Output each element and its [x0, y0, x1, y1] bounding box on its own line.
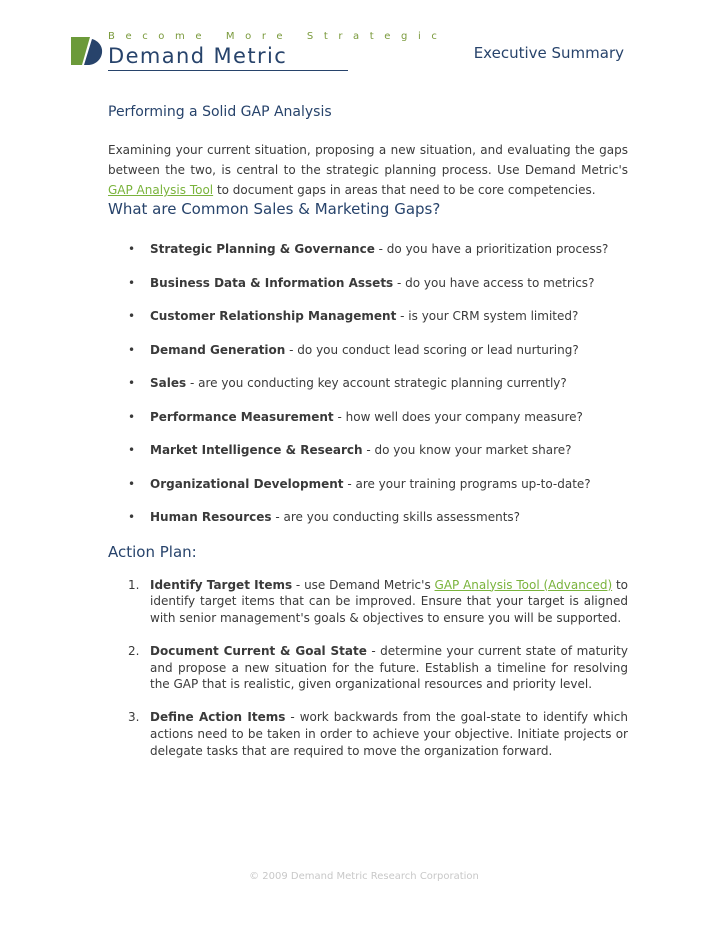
common-gaps-heading: What are Common Sales & Marketing Gaps? [108, 200, 441, 218]
step-text: to identify target items that can be improved. Ensure that your target is aligned with senior management's goals & objectives to ensure you will be supported. [150, 577, 628, 626]
gap-title: Sales [150, 376, 187, 390]
list-item [108, 409, 628, 426]
gap-title: Customer Relationship Management [150, 309, 397, 323]
gap-question: - do you have a prioritization process? [374, 242, 609, 256]
list-item [108, 375, 628, 392]
gap-question: - do you have access to metrics? [393, 275, 595, 290]
gap-title: Market Intelligence & Research [150, 443, 363, 457]
copyright-footer: © 2009 Demand Metric Research Corporation [249, 871, 479, 882]
bullet-icon: • [128, 476, 136, 491]
gap-title: Strategic Planning & Governance [150, 242, 375, 256]
page-header [0, 0, 728, 90]
list-item [108, 442, 628, 459]
step-number: 2. [128, 643, 140, 658]
step-title: Document Current & Goal State [150, 643, 367, 658]
gap-title: Business Data & Information Assets [150, 275, 394, 290]
step-text: - determine your current state of maturity and propose a new situation for the future. Establish a timeline for resolving the GAP that is realistic, given organizational resources and priority level. [150, 643, 628, 692]
step-title: Define Action Items [150, 710, 286, 725]
bullet-icon: • [128, 443, 136, 457]
step-pre: - use Demand Metric's [292, 577, 435, 592]
brand-tagline: Become More Strategic [108, 31, 448, 42]
bullet-icon: • [128, 309, 136, 323]
bullet-icon: • [128, 242, 136, 256]
list-item [108, 241, 628, 258]
intro-paragraph [108, 140, 628, 200]
demand-metric-logo-icon [68, 35, 104, 67]
list-item [108, 275, 628, 292]
gap-title: Performance Measurement [150, 409, 334, 424]
gap-title: Demand Generation [150, 342, 286, 357]
list-item [108, 709, 628, 759]
page-content [108, 104, 628, 776]
gap-question: - how well does your company measure? [333, 409, 583, 424]
gap-analysis-heading: Performing a Solid GAP Analysis [108, 104, 332, 120]
intro-tail: to document gaps in areas that need to be core competencies. [213, 183, 596, 197]
gap-question: - do you know your market share? [362, 443, 572, 457]
step-number: 3. [128, 710, 140, 725]
gap-question: - are your training programs up-to-date? [343, 476, 591, 491]
gap-title: Human Resources [150, 510, 272, 524]
list-item [108, 476, 628, 493]
bullet-icon: • [128, 275, 136, 290]
gap-title: Organizational Development [150, 476, 344, 491]
gap-question: - is your CRM system limited? [396, 309, 579, 323]
gap-analysis-tool-advanced-link[interactable]: GAP Analysis Tool (Advanced) [434, 577, 613, 592]
gap-question: - do you conduct lead scoring or lead nurturing? [285, 342, 579, 357]
action-plan-list [108, 577, 628, 760]
list-item [108, 643, 628, 693]
list-item [108, 342, 628, 359]
gap-question: - are you conducting key account strategic planning currently? [186, 376, 567, 390]
action-plan-heading: Action Plan: [108, 542, 197, 561]
list-item [108, 577, 628, 627]
step-number: 1. [128, 577, 140, 592]
list-item [108, 509, 628, 526]
gap-analysis-tool-link[interactable]: GAP Analysis Tool [108, 183, 214, 197]
intro-text: Examining your current situation, proposing a new situation, and evaluating the gaps between the two, is central to the strategic planning process. Use Demand Metric's [108, 143, 628, 177]
bullet-icon: • [128, 409, 136, 424]
brand-name: Demand Metric [108, 44, 288, 68]
bullet-icon: • [128, 510, 136, 524]
document-title: Executive Summary [473, 44, 624, 62]
gaps-list [108, 241, 628, 526]
bullet-icon: • [128, 342, 136, 357]
bullet-icon: • [128, 376, 136, 390]
step-title: Identify Target Items [150, 577, 293, 592]
step-text: - work backwards from the goal-state to identify which actions need to be taken in order to achieve your objective. Initiate projects or delegate tasks that are required to move the organization forward. [150, 710, 628, 758]
list-item [108, 308, 628, 325]
gap-question: - are you conducting skills assessments? [271, 510, 521, 524]
brand-underline [108, 70, 348, 71]
